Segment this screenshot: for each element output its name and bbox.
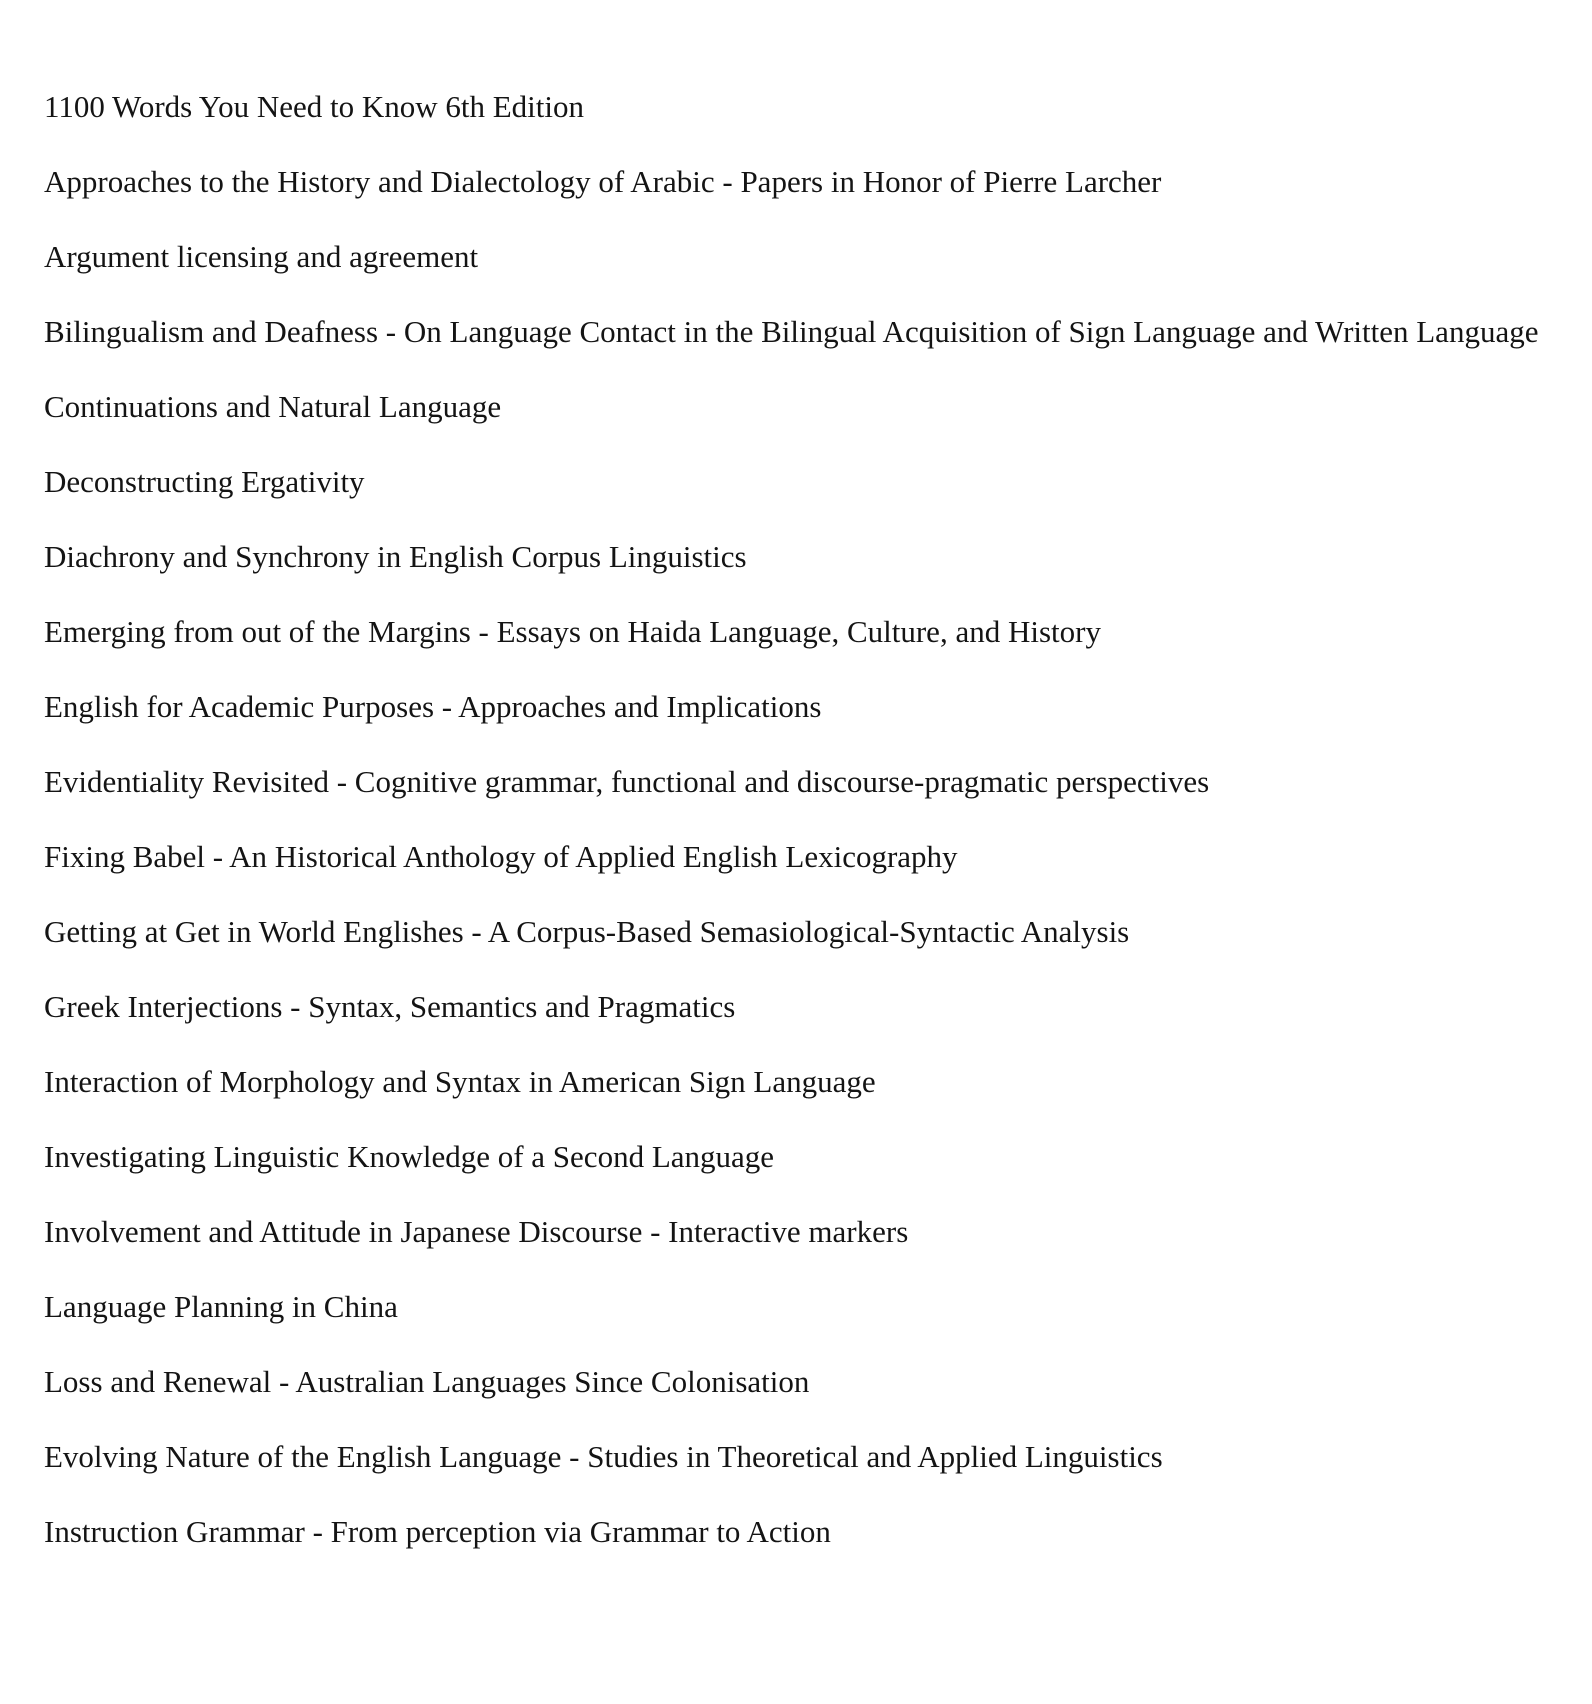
book-title: Instruction Grammar - From perception via Grammar to Action: [44, 1514, 831, 1549]
book-title: Argument licensing and agreement: [44, 239, 479, 274]
book-title: Investigating Linguistic Knowledge of a Second Language: [44, 1139, 775, 1174]
book-title: Bilingualism and Deafness - On Language Contact in the Bilingual Acquisition of Sign Language and Written Language: [44, 314, 1539, 349]
book-title: Greek Interjections - Syntax, Semantics and Pragmatics: [44, 989, 736, 1024]
book-title: 1100 Words You Need to Know 6th Edition: [44, 89, 585, 124]
book-title-list: [44, 88, 1544, 1588]
book-title: Interaction of Morphology and Syntax in American Sign Language: [44, 1064, 876, 1099]
book-title: English for Academic Purposes - Approaches and Implications: [44, 689, 822, 724]
book-title: Evidentiality Revisited - Cognitive grammar, functional and discourse-pragmatic perspectives: [44, 764, 1210, 799]
book-title: Language Planning in China: [44, 1289, 398, 1324]
book-title: Continuations and Natural Language: [44, 389, 502, 424]
book-title: Involvement and Attitude in Japanese Discourse - Interactive markers: [44, 1214, 909, 1249]
book-title: Fixing Babel - An Historical Anthology of Applied English Lexicography: [44, 839, 958, 874]
book-title: Evolving Nature of the English Language - Studies in Theoretical and Applied Linguistics: [44, 1439, 1163, 1474]
book-title: Emerging from out of the Margins - Essays on Haida Language, Culture, and History: [44, 614, 1101, 649]
book-title: Getting at Get in World Englishes - A Corpus-Based Semasiological-Syntactic Analysis: [44, 914, 1130, 949]
book-title: Approaches to the History and Dialectology of Arabic - Papers in Honor of Pierre Larcher: [44, 164, 1162, 199]
book-title: Loss and Renewal - Australian Languages Since Colonisation: [44, 1364, 810, 1399]
book-title: Deconstructing Ergativity: [44, 464, 365, 499]
book-title: Diachrony and Synchrony in English Corpus Linguistics: [44, 539, 747, 574]
